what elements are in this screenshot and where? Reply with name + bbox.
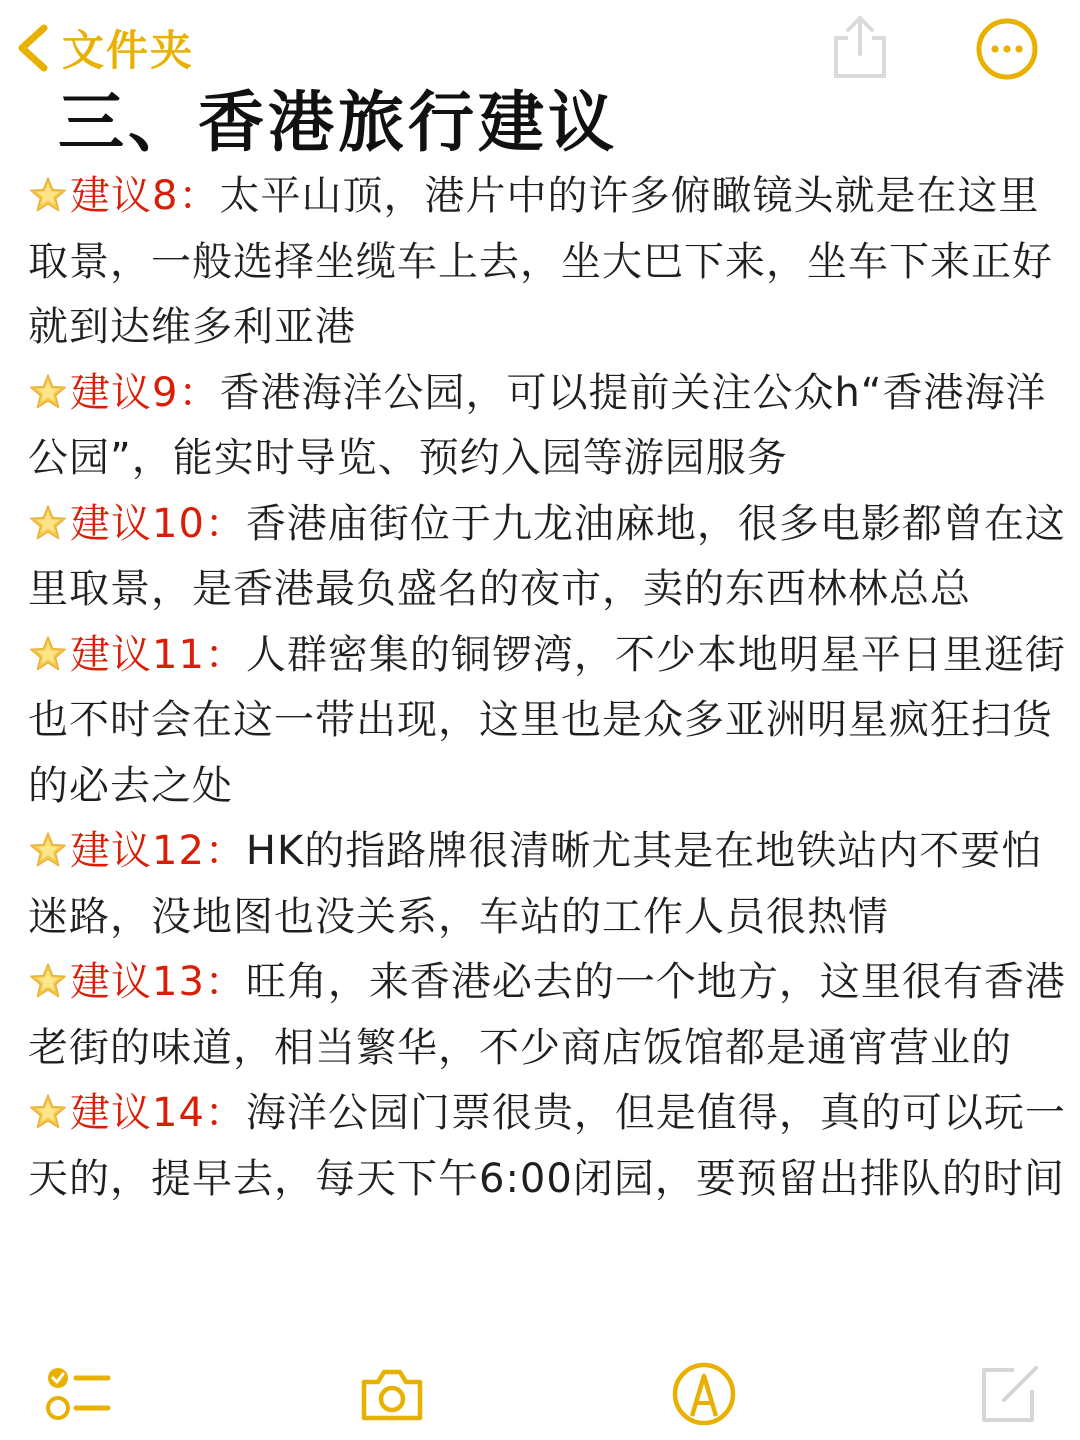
compose-icon[interactable] [974,1358,1046,1430]
tip-label: 建议11： [70,631,246,678]
tip-text: 香港庙街位于九龙油麻地，很多电影都曾在这里取景，是香港最负盛名的夜市，卖的东西林林总总 [28,500,1066,612]
star-icon [28,503,68,543]
back-button[interactable] [14,18,194,78]
tip-paragraph [28,492,1072,623]
star-icon [28,961,68,1001]
bottom-toolbar [0,1350,1080,1440]
tip-text: 海洋公园门票很贵，但是值得，真的可以玩一天的，提早去，每天下午6:00闭园，要预留出排队的时间 [28,1090,1066,1202]
star-icon [28,372,68,412]
share-icon[interactable] [826,10,894,82]
tip-paragraph [28,164,1072,361]
star-icon [28,175,68,215]
markup-pen-icon[interactable] [668,1358,740,1430]
tip-text: 旺角，来香港必去的一个地方，这里很有香港老街的味道，相当繁华，不少商店饭馆都是通宵营业的 [28,959,1066,1071]
back-label: 文件夹 [62,26,195,75]
chevron-left-icon [14,22,52,74]
tip-paragraph [28,623,1072,820]
tip-paragraph [28,361,1072,492]
tip-text: 人群密集的铜锣湾，不少本地明星平日里逛街也不时会在这一带出现，这里也是众多亚洲明星疯狂扫货的必去之处 [28,631,1066,809]
note-body[interactable] [28,164,1072,1212]
tip-text: 太平山顶，港片中的许多俯瞰镜头就是在这里取景，一般选择坐缆车上去，坐大巴下来，坐车下来正好就到达维多利亚港 [28,173,1053,350]
tip-label: 建议14： [70,1090,246,1136]
camera-icon[interactable] [356,1358,428,1430]
more-icon[interactable] [974,16,1040,82]
tip-paragraph [28,1081,1072,1212]
tip-label: 建议9： [70,369,220,416]
star-icon [28,1092,68,1132]
checklist-icon[interactable] [42,1358,114,1430]
tip-text: HK的指路牌很清晰尤其是在地铁站内不要怕迷路，没地图也没关系，车站的工作人员很热情 [28,828,1043,940]
tip-paragraph [28,950,1072,1081]
tip-label: 建议12： [70,828,246,874]
star-icon [28,830,68,870]
tip-label: 建议13： [70,959,246,1005]
note-title: 三、香港旅行建议 [58,84,618,161]
star-icon [28,634,68,674]
tip-text: 香港海洋公园，可以提前关注公众h“香港海洋公园”，能实时导览、预约入园等游园服务 [28,369,1047,481]
tip-label: 建议8： [70,173,220,219]
tip-label: 建议10： [70,500,246,547]
tip-paragraph [28,819,1072,950]
